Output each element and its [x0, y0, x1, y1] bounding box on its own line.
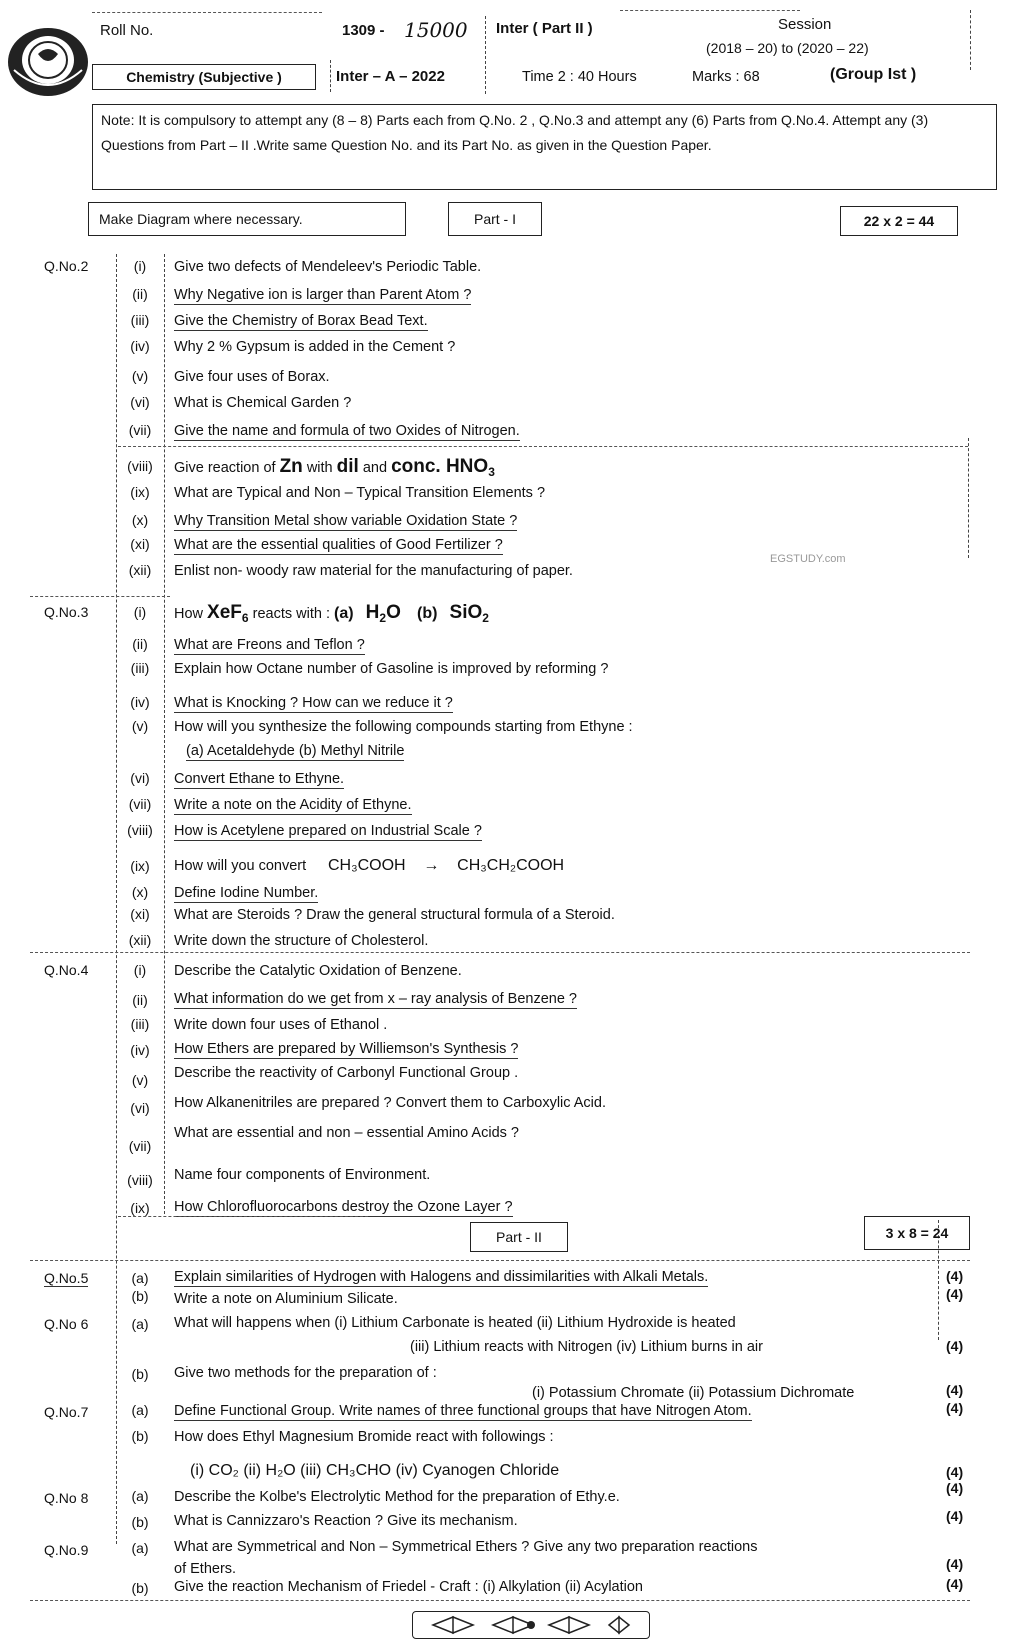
session-value: (2018 – 20) to (2020 – 22)	[706, 40, 869, 56]
q2-part-text: Give four uses of Borax.	[174, 369, 330, 385]
diagram-note: Make Diagram where necessary.	[99, 211, 303, 227]
q2-part-num: (v)	[131, 368, 149, 384]
q4-part-text: How Chlorofluorocarbons destroy the Ozone Layer ?	[174, 1199, 513, 1215]
q5-a-text: Explain similarities of Hydrogen with Halogens and dissimilarities with Alkali Metals.	[174, 1269, 709, 1285]
q7-label: Q.No.7	[44, 1404, 89, 1420]
q3-part-num: (ii)	[132, 636, 148, 652]
q5-a-marks: (4)	[946, 1268, 964, 1284]
q2-part-text: Give the name and formula of two Oxides of Nitrogen.	[174, 423, 520, 439]
roll-no-label: Roll No.	[100, 22, 154, 39]
q3-part-num: (iv)	[130, 694, 150, 710]
q3-part-text: What is Knocking ? How can we reduce it ?	[174, 695, 453, 711]
q2-part-text: Give reaction of Zn with dil and conc. $HNO_3$	[174, 456, 495, 479]
watermark: EGSTUDY.com	[770, 553, 846, 565]
q4-part-text: How Ethers are prepared by Williemson's Synthesis ?	[174, 1041, 519, 1057]
part2-label: Part - II	[496, 1229, 542, 1245]
part2-marks-box	[864, 1216, 970, 1250]
q4-part-text: How Alkanenitriles are prepared ? Convert them to Carboxylic Acid.	[174, 1095, 606, 1111]
q4-part-text: Describe the reactivity of Carbonyl Functional Group .	[174, 1065, 519, 1081]
q6-a-marks: (4)	[946, 1338, 964, 1354]
q3-part-text: What are Freons and Teflon ?	[174, 637, 365, 653]
q3-part-num: (v)	[131, 718, 149, 734]
q9-b-text: Give the reaction Mechanism of Friedel - Craft : (i) Alkylation (ii) Acylation	[174, 1579, 643, 1595]
formula-h2o: H	[365, 602, 380, 623]
q7-b-text-2: (i) CO₂ (ii) H₂O (iii) CH₃CHO (iv) Cyanogen Chloride	[190, 1462, 560, 1479]
q2-part-num: (ii)	[132, 286, 148, 302]
board-seal-logo	[4, 14, 94, 104]
q6-b-marks: (4)	[946, 1382, 964, 1398]
arrow-icon: →	[423, 857, 440, 874]
q2-part-text: Give two defects of Mendeleev's Periodic Table.	[174, 259, 482, 275]
q4-part-num: (vi)	[130, 1100, 150, 1116]
q2-part-num: (x)	[131, 512, 149, 528]
q2-part-text: What are the essential qualities of Good Fertilizer ?	[174, 537, 503, 553]
q7-a-text: Define Functional Group. Write names of three functional groups that have Nitrogen Atom.	[174, 1403, 752, 1419]
q3-part-num: (ix)	[130, 858, 150, 874]
q5-label: Q.No.5	[44, 1270, 89, 1286]
q8-part-a: (a)	[131, 1488, 149, 1504]
q3-part-num: (viii)	[127, 822, 153, 838]
exam-time: Time 2 : 40 Hours	[522, 69, 637, 85]
q2-part-num: (viii)	[127, 458, 153, 474]
q3-part-text: How XeF$_6$ reacts with : (a) $H_2O$ (b) SiO$_2$	[174, 602, 489, 625]
q3-part-text: Convert Ethane to Ethyne.	[174, 771, 345, 787]
session-label: Session	[778, 16, 832, 33]
part2-marks: 3 x 8 = 24	[885, 1225, 949, 1241]
q8-b-marks: (4)	[946, 1508, 964, 1524]
q4-part-num: (ix)	[130, 1200, 150, 1216]
q9-a-marks: (4)	[946, 1556, 964, 1572]
exam-title: Inter ( Part II )	[496, 20, 593, 37]
formula-propanoic-acid: CH₃CH₂COOH	[457, 857, 565, 874]
q3-part-text: Write down the structure of Cholesterol.	[174, 933, 429, 949]
q2-part-text: Enlist non- woody raw material for the manufacturing of paper.	[174, 563, 573, 579]
q3-part-text: How is Acetylene prepared on Industrial Scale ?	[174, 823, 482, 839]
q8-b-text: What is Cannizzaro's Reaction ? Give its mechanism.	[174, 1513, 518, 1529]
q7-b-text-1: How does Ethyl Magnesium Bromide react with followings :	[174, 1429, 554, 1445]
q2-part-num: (iii)	[130, 312, 150, 328]
q3-part-text: Define Iodine Number.	[174, 885, 319, 901]
part1-label: Part - I	[473, 211, 516, 227]
q2-part-num: (iv)	[130, 338, 150, 354]
q2-part-num: (xii)	[128, 562, 152, 578]
q4-label: Q.No.4	[44, 962, 89, 978]
q7-part-b: (b)	[131, 1428, 149, 1444]
q2-part-num: (xi)	[130, 536, 150, 552]
q2-part-text: What is Chemical Garden ?	[174, 395, 352, 411]
q9-label: Q.No.9	[44, 1542, 89, 1558]
q3-part-text: How will you synthesize the following compounds starting from Ethyne :	[174, 719, 633, 735]
formula-dil: dil	[336, 456, 359, 477]
q4-part-num: (viii)	[127, 1172, 153, 1188]
q6-b-text-2: (i) Potassium Chromate (ii) Potassium Dichromate	[532, 1385, 855, 1401]
q9-part-b: (b)	[131, 1580, 149, 1596]
q4-part-num: (v)	[131, 1072, 149, 1088]
q6-a-text-2: (iii) Lithium reacts with Nitrogen (iv) Lithium burns in air	[410, 1339, 763, 1355]
exam-marks: Marks : 68	[692, 69, 760, 85]
q5-part-b: (b)	[131, 1288, 149, 1304]
q3-part-num: (vii)	[128, 796, 152, 812]
q9-a-text-1: What are Symmetrical and Non – Symmetrical Ethers ? Give any two preparation reactions	[174, 1539, 758, 1555]
q3-part-num: (x)	[131, 884, 149, 900]
exam-group: (Group Ist )	[830, 66, 917, 83]
q4-part-num: (vii)	[128, 1138, 152, 1154]
part1-marks-box	[840, 206, 958, 236]
exam-year: Inter – A – 2022	[336, 68, 445, 85]
q2-part-num: (ix)	[130, 484, 150, 500]
q4-part-text: What information do we get from x – ray analysis of Benzene ?	[174, 991, 577, 1007]
q5-part-a: (a)	[131, 1270, 149, 1286]
q2-part-num: (vii)	[128, 422, 152, 438]
q7-b-marks: (4)	[946, 1464, 964, 1480]
q8-part-b: (b)	[131, 1514, 149, 1530]
formula-xef6: XeF	[207, 602, 242, 623]
formula-sio2: SiO	[449, 602, 483, 623]
q3-part-num: (xii)	[128, 932, 152, 948]
footer-ornament	[412, 1611, 650, 1639]
q2-part-num: (vi)	[130, 394, 150, 410]
formula-zn: Zn	[279, 456, 303, 477]
q4-part-text: What are essential and non – essential Amino Acids ?	[174, 1125, 519, 1141]
handwritten-count: 15000	[404, 18, 468, 42]
q3-part-num: (vi)	[130, 770, 150, 786]
q8-label: Q.No 8	[44, 1490, 89, 1506]
subject-box	[92, 64, 316, 90]
q2-part-text: Give the Chemistry of Borax Bead Text.	[174, 313, 428, 329]
q3-part-num: (i)	[133, 604, 147, 620]
q7-part-a: (a)	[131, 1402, 149, 1418]
q6-b-text-1: Give two methods for the preparation of :	[174, 1365, 437, 1381]
q2-part-text: What are Typical and Non – Typical Transition Elements ?	[174, 485, 546, 501]
q3-part-num: (xi)	[130, 906, 150, 922]
q3-part-num: (iii)	[130, 660, 150, 676]
q5-b-marks: (4)	[946, 1286, 964, 1302]
q7-a-marks: (4)	[946, 1400, 964, 1416]
part1-marks: 22 x 2 = 44	[863, 213, 935, 229]
q3-part-text: What are Steroids ? Draw the general structural formula of a Steroid.	[174, 907, 615, 923]
q4-part-text: Name four components of Environment.	[174, 1167, 431, 1183]
q4-part-num: (iii)	[130, 1016, 150, 1032]
formula-acetic-acid: CH₃COOH	[327, 857, 406, 874]
q6-part-a: (a)	[131, 1316, 149, 1332]
q4-part-num: (i)	[133, 962, 147, 978]
formula-hno3: conc. HNO	[391, 456, 489, 477]
q4-part-num: (iv)	[130, 1042, 150, 1058]
q4-part-text: Describe the Catalytic Oxidation of Benzene.	[174, 963, 462, 979]
q3-part-text: How will you convert CH₃COOH → CH₃CH₂COOH	[174, 857, 565, 874]
q9-part-a: (a)	[131, 1540, 149, 1556]
q3-part-text-b: (a) Acetaldehyde (b) Methyl Nitrile	[186, 743, 405, 759]
q2-label: Q.No.2	[44, 258, 89, 274]
q6-a-text-1: What will happens when (i) Lithium Carbonate is heated (ii) Lithium Hydroxide is heated	[174, 1315, 736, 1331]
q8-a-text: Describe the Kolbe's Electrolytic Method for the preparation of Ethy.e.	[174, 1489, 620, 1505]
q5-b-text: Write a note on Aluminium Silicate.	[174, 1291, 398, 1307]
q9-b-marks: (4)	[946, 1576, 964, 1592]
q3-label: Q.No.3	[44, 604, 89, 620]
part2-box	[470, 1222, 568, 1252]
q2-part-text: Why Transition Metal show variable Oxidation State ?	[174, 513, 518, 529]
q4-part-num: (ii)	[132, 992, 148, 1008]
q8-a-marks: (4)	[946, 1480, 964, 1496]
q6-part-b: (b)	[131, 1366, 149, 1382]
paper-code: 1309 -	[342, 22, 385, 39]
q4-part-text: Write down four uses of Ethanol .	[174, 1017, 388, 1033]
q3-part-text: Write a note on the Acidity of Ethyne.	[174, 797, 412, 813]
instructions-note: Note: It is compulsory to attempt any (8 – 8) Parts each from Q.No. 2 , Q.No.3 and attempt any (6) Parts from Q.No.4. Attempt any (3) Questions from Part – II .Write same Question No. and its Part No. as given in the Question Paper.	[92, 104, 997, 190]
subject: Chemistry (Subjective )	[126, 69, 282, 85]
q2-part-text: Why 2 % Gypsum is added in the Cement ?	[174, 339, 456, 355]
diagram-note-box	[88, 202, 406, 236]
q6-label: Q.No 6	[44, 1316, 89, 1332]
q2-part-text: Why Negative ion is larger than Parent Atom ?	[174, 287, 472, 303]
part1-box	[448, 202, 542, 236]
q3-part-text: Explain how Octane number of Gasoline is improved by reforming ?	[174, 661, 609, 677]
q2-part-num: (i)	[133, 258, 147, 274]
q9-a-text-2: of Ethers.	[174, 1561, 237, 1577]
